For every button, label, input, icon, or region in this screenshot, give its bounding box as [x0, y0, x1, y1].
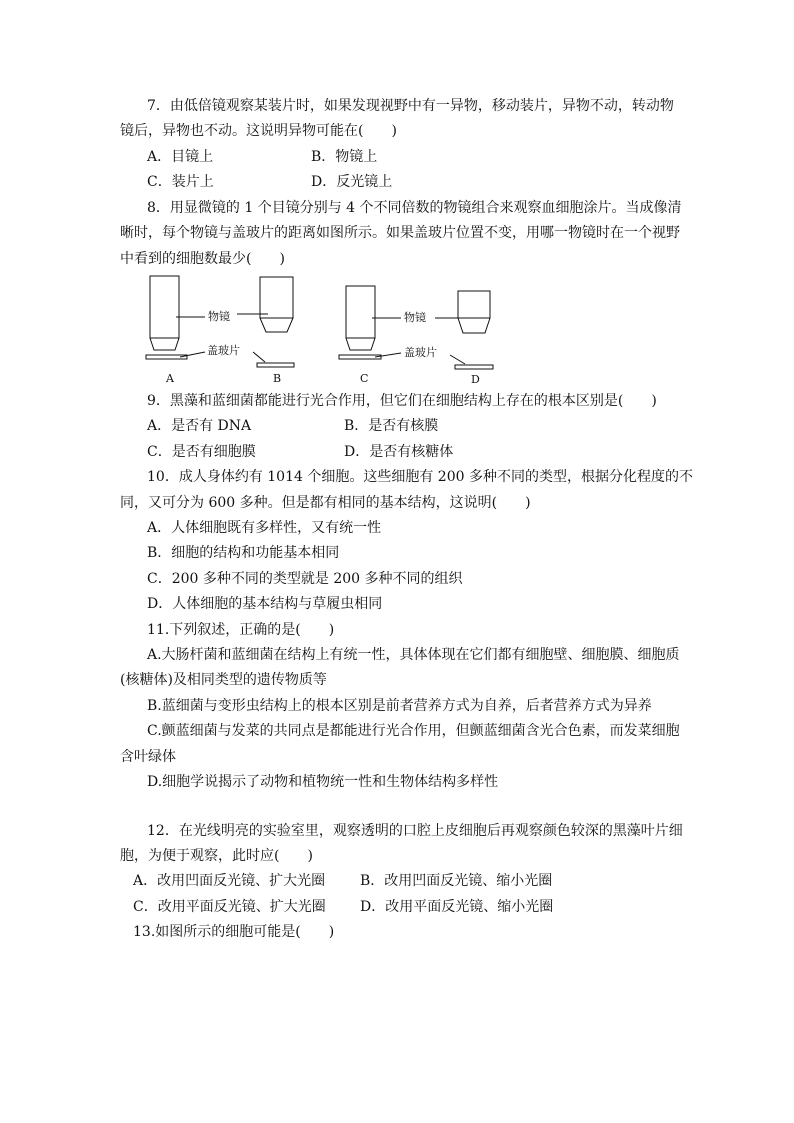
q9-option-d: D．是否有核糖体 [344, 444, 454, 460]
q10-option-b: B．细胞的结构和功能基本相同 [147, 545, 340, 561]
q9-option-a: A．是否有 DNA [147, 418, 252, 434]
q7-option-a: A．目镜上 [147, 149, 214, 165]
figure-label-a: A [166, 372, 174, 385]
q7-stem-line2: 镜后，异物也不动。这说明异物可能在( ) [120, 123, 397, 139]
q7-option-d: D．反光镜上 [311, 174, 393, 190]
q11-option-c-line2: 含叶绿体 [120, 749, 176, 765]
objective-c [339, 286, 401, 359]
q10-stem-line1: 10．成人身体约有 1014 个细胞。这些细胞有 200 多种不同的类型，根据分化程度的不 [147, 469, 693, 485]
label-cover-slip-left: 盖玻片 [207, 344, 240, 357]
q13-stem: 13.如图所示的细胞可能是( ) [133, 924, 335, 940]
q9-option-c: C．是否有细胞膜 [147, 444, 256, 460]
q9-option-b: B．是否有核膜 [344, 418, 439, 434]
q10-option-d: D．人体细胞的基本结构与草履虫相同 [147, 596, 383, 612]
q12-option-c: C．改用平面反光镜、扩大光圈 [133, 899, 326, 915]
figure-label-c: C [360, 372, 369, 385]
label-objective-right: 物镜 [404, 311, 426, 324]
q11-option-b: B.蓝细菌与变形虫结构上的根本区别是前者营养方式为自养，后者营养方式为异养 [147, 698, 652, 714]
q8-stem-line2: 晰时，每个物镜与盖玻片的距离如图所示。如果盖玻片位置不变，用哪一物镜时在一个视野 [120, 225, 680, 241]
q7-option-c: C．装片上 [147, 174, 214, 190]
q8-stem-line3: 中看到的细胞数最少( ) [120, 251, 285, 267]
q12-stem-line2: 胞，为便于观察，此时应( ) [120, 848, 313, 864]
q11-option-c-line1: C.颤蓝细菌与发菜的共同点是都能进行光合作用，但颤蓝细菌含光合色素，而发菜细胞 [147, 723, 680, 739]
q8-stem-line1: 8．用显微镜的 1 个目镜分别与 4 个不同倍数的物镜组合来观察血细胞涂片。当成像清 [147, 200, 682, 216]
q11-option-a-line2: (核糖体)及相同类型的遗传物质等 [120, 672, 327, 688]
figure-label-b: B [273, 372, 282, 385]
objective-b [237, 277, 294, 367]
label-objective-left: 物镜 [208, 310, 230, 323]
q11-stem: 11.下列叙述，正确的是( ) [147, 622, 335, 638]
objective-d [435, 291, 493, 369]
q12-stem-line1: 12．在光线明亮的实验室里，观察透明的口腔上皮细胞后再观察颜色较深的黑藻叶片细 [147, 823, 683, 839]
q10-option-a: A．人体细胞既有多样性，又有统一性 [147, 520, 382, 536]
q11-option-a-line1: A.大肠杆菌和蓝细菌在结构上有统一性，具体体现在它们都有细胞壁、细胞膜、细胞质 [147, 647, 680, 663]
q12-option-d: D．改用平面反光镜、缩小光圈 [360, 899, 554, 915]
objective-a [146, 276, 205, 359]
q7-option-b: B．物镜上 [311, 149, 378, 165]
figure-label-d: D [471, 373, 480, 386]
q12-option-a: A．改用凹面反光镜、扩大光圈 [133, 873, 326, 889]
q10-stem-line2: 同，又可分为 600 多种。但是都有相同的基本结构，这说明( ) [120, 495, 531, 511]
q12-option-b: B．改用凹面反光镜、缩小光圈 [360, 873, 553, 889]
q7-stem-line1: 7．由低倍镜观察某装片时，如果发现视野中有一异物，移动装片，异物不动，转动物 [147, 98, 674, 114]
q11-option-d: D.细胞学说揭示了动物和植物统一性和生物体结构多样性 [147, 774, 499, 790]
q10-option-c: C．200 多种不同的类型就是 200 多种不同的组织 [147, 571, 463, 587]
q9-stem: 9．黑藻和蓝细菌都能进行光合作用，但它们在细胞结构上存在的根本区别是( ) [147, 393, 657, 409]
label-cover-slip-right: 盖玻片 [404, 346, 437, 359]
